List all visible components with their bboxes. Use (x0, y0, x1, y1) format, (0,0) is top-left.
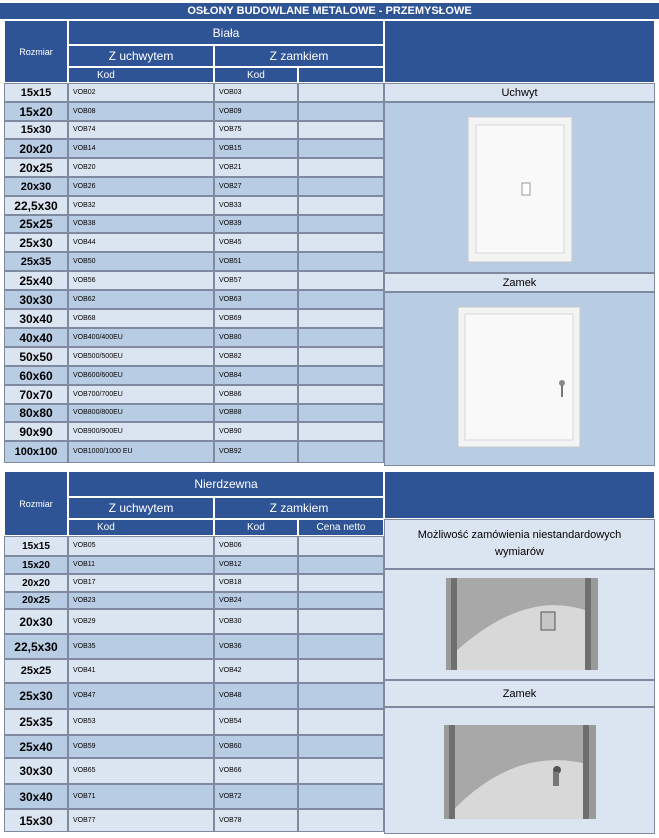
code-lock-cell: VOB78 (214, 809, 298, 832)
handle-label: Uchwyt (384, 83, 655, 102)
code-handle-cell: VOB56 (68, 271, 214, 290)
size-cell: 15x20 (4, 102, 68, 121)
code-handle-cell: VOB62 (68, 290, 214, 309)
code-handle-cell: VOB47 (68, 683, 214, 709)
size-cell: 30x40 (4, 309, 68, 328)
size-cell: 30x40 (4, 784, 68, 809)
stainless-lock-image-panel (384, 707, 655, 834)
code-handle-cell: VOB23 (68, 592, 214, 609)
price-cell (298, 366, 384, 385)
code-lock-cell: VOB48 (214, 683, 298, 709)
size-cell: 25x40 (4, 271, 68, 290)
code-lock-cell: VOB63 (214, 290, 298, 309)
size-cell: 15x15 (4, 83, 68, 102)
code-lock-cell: VOB27 (214, 177, 298, 196)
code-lock-cell: VOB03 (214, 83, 298, 102)
size-cell: 15x30 (4, 121, 68, 139)
size-cell: 60x60 (4, 366, 68, 385)
price-cell (298, 784, 384, 809)
price-cell (298, 328, 384, 347)
code-handle-cell: VOB26 (68, 177, 214, 196)
code-lock-cell: VOB54 (214, 709, 298, 735)
code-handle-cell: VOB02 (68, 83, 214, 102)
handle-image-panel (384, 102, 655, 273)
price-cell (298, 441, 384, 463)
price-cell (298, 121, 384, 139)
code-handle-cell: VOB32 (68, 196, 214, 215)
price-cell (298, 233, 384, 252)
size-cell: 25x40 (4, 735, 68, 758)
image-column-header-2 (384, 471, 655, 519)
code-handle-cell: VOB41 (68, 659, 214, 683)
code-lock-cell: VOB09 (214, 102, 298, 121)
code-lock-cell: VOB36 (214, 634, 298, 659)
with-lock-header-2: Z zamkiem (214, 497, 384, 519)
code-handle-cell: VOB71 (68, 784, 214, 809)
size-cell: 20x25 (4, 158, 68, 177)
size-cell: 20x30 (4, 177, 68, 196)
code-header-handle-2: Kod (68, 519, 214, 536)
code-header-lock-2: Kod (214, 519, 298, 536)
stainless-handle-image-panel (384, 569, 655, 680)
code-handle-cell: VOB800/800EU (68, 404, 214, 422)
code-handle-cell: VOB53 (68, 709, 214, 735)
code-handle-cell: VOB08 (68, 102, 214, 121)
size-cell: 70x70 (4, 385, 68, 404)
material-group-header-2: Nierdzewna (68, 471, 384, 497)
size-cell: 80x80 (4, 404, 68, 422)
code-lock-cell: VOB57 (214, 271, 298, 290)
code-handle-cell: VOB400/400EU (68, 328, 214, 347)
code-handle-cell: VOB38 (68, 215, 214, 233)
code-lock-cell: VOB82 (214, 347, 298, 366)
with-handle-header-2: Z uchwytem (68, 497, 214, 519)
white-handle-door-image (385, 103, 654, 272)
code-lock-cell: VOB21 (214, 158, 298, 177)
size-column-header-2: Rozmiar (4, 471, 68, 536)
size-cell: 15x15 (4, 536, 68, 556)
code-handle-cell: VOB68 (68, 309, 214, 328)
size-cell: 20x20 (4, 139, 68, 158)
price-cell (298, 809, 384, 832)
size-cell: 25x25 (4, 215, 68, 233)
price-cell (298, 659, 384, 683)
custom-dimensions-note: Możliwość zamówienia niestandardowych wymiarów (384, 519, 655, 569)
size-cell: 30x30 (4, 758, 68, 784)
size-cell: 20x25 (4, 592, 68, 609)
code-handle-cell: VOB05 (68, 536, 214, 556)
lock-image-panel (384, 292, 655, 466)
code-lock-cell: VOB42 (214, 659, 298, 683)
price-cell (298, 683, 384, 709)
price-cell (298, 735, 384, 758)
code-handle-cell: VOB35 (68, 634, 214, 659)
price-cell (298, 102, 384, 121)
code-lock-cell: VOB66 (214, 758, 298, 784)
size-cell: 50x50 (4, 347, 68, 366)
size-column-header: Rozmiar (4, 20, 68, 83)
code-lock-cell: VOB18 (214, 574, 298, 592)
stainless-lock-door-image (385, 708, 654, 833)
lock-label-2: Zamek (384, 680, 655, 707)
size-cell: 25x25 (4, 659, 68, 683)
price-cell (298, 574, 384, 592)
code-handle-cell: VOB600/600EU (68, 366, 214, 385)
code-header-handle: Kod (68, 67, 214, 83)
price-cell (298, 290, 384, 309)
size-cell: 25x35 (4, 252, 68, 271)
size-cell: 20x20 (4, 574, 68, 592)
price-cell (298, 252, 384, 271)
price-cell (298, 347, 384, 366)
code-lock-cell: VOB30 (214, 609, 298, 634)
code-lock-cell: VOB90 (214, 422, 298, 441)
code-handle-cell: VOB50 (68, 252, 214, 271)
code-handle-cell: VOB74 (68, 121, 214, 139)
price-cell (298, 556, 384, 574)
price-cell (298, 385, 384, 404)
code-lock-cell: VOB60 (214, 735, 298, 758)
code-lock-cell: VOB12 (214, 556, 298, 574)
price-cell (298, 83, 384, 102)
code-handle-cell: VOB17 (68, 574, 214, 592)
code-handle-cell: VOB1000/1000 EU (68, 441, 214, 463)
net-price-header: Cena netto (298, 519, 384, 536)
stainless-handle-door-image (385, 570, 654, 679)
code-handle-cell: VOB29 (68, 609, 214, 634)
size-cell: 22,5x30 (4, 634, 68, 659)
price-cell (298, 139, 384, 158)
price-cell (298, 609, 384, 634)
size-cell: 20x30 (4, 609, 68, 634)
white-lock-door-image (385, 293, 654, 465)
size-cell: 100x100 (4, 441, 68, 463)
code-handle-cell: VOB700/700EU (68, 385, 214, 404)
page-title: OSŁONY BUDOWLANE METALOWE - PRZEMYSŁOWE (0, 3, 659, 19)
code-lock-cell: VOB75 (214, 121, 298, 139)
price-cell (298, 215, 384, 233)
material-group-header: Biała (68, 20, 384, 45)
code-lock-cell: VOB06 (214, 536, 298, 556)
code-lock-cell: VOB88 (214, 404, 298, 422)
with-handle-header: Z uchwytem (68, 45, 214, 67)
price-cell (298, 592, 384, 609)
image-column-header (384, 20, 655, 83)
code-handle-cell: VOB500/500EU (68, 347, 214, 366)
code-lock-cell: VOB51 (214, 252, 298, 271)
with-lock-header: Z zamkiem (214, 45, 384, 67)
price-cell (298, 158, 384, 177)
code-lock-cell: VOB84 (214, 366, 298, 385)
code-lock-cell: VOB72 (214, 784, 298, 809)
blank-header-cell (298, 67, 384, 83)
price-cell (298, 758, 384, 784)
size-cell: 30x30 (4, 290, 68, 309)
code-lock-cell: VOB92 (214, 441, 298, 463)
price-cell (298, 177, 384, 196)
size-cell: 15x20 (4, 556, 68, 574)
size-cell: 40x40 (4, 328, 68, 347)
code-handle-cell: VOB11 (68, 556, 214, 574)
code-handle-cell: VOB65 (68, 758, 214, 784)
price-cell (298, 309, 384, 328)
size-cell: 90x90 (4, 422, 68, 441)
code-handle-cell: VOB59 (68, 735, 214, 758)
price-cell (298, 634, 384, 659)
price-cell (298, 422, 384, 441)
lock-label: Zamek (384, 273, 655, 292)
code-handle-cell: VOB900/900EU (68, 422, 214, 441)
size-cell: 25x35 (4, 709, 68, 735)
size-cell: 25x30 (4, 683, 68, 709)
code-header-lock: Kod (214, 67, 298, 83)
code-lock-cell: VOB69 (214, 309, 298, 328)
price-cell (298, 271, 384, 290)
code-lock-cell: VOB86 (214, 385, 298, 404)
code-lock-cell: VOB39 (214, 215, 298, 233)
code-lock-cell: VOB80 (214, 328, 298, 347)
code-lock-cell: VOB33 (214, 196, 298, 215)
size-cell: 15x30 (4, 809, 68, 832)
size-cell: 22,5x30 (4, 196, 68, 215)
code-lock-cell: VOB24 (214, 592, 298, 609)
price-cell (298, 196, 384, 215)
code-handle-cell: VOB14 (68, 139, 214, 158)
code-lock-cell: VOB15 (214, 139, 298, 158)
price-cell (298, 536, 384, 556)
code-handle-cell: VOB20 (68, 158, 214, 177)
size-cell: 25x30 (4, 233, 68, 252)
price-cell (298, 709, 384, 735)
price-cell (298, 404, 384, 422)
code-handle-cell: VOB77 (68, 809, 214, 832)
code-handle-cell: VOB44 (68, 233, 214, 252)
code-lock-cell: VOB45 (214, 233, 298, 252)
